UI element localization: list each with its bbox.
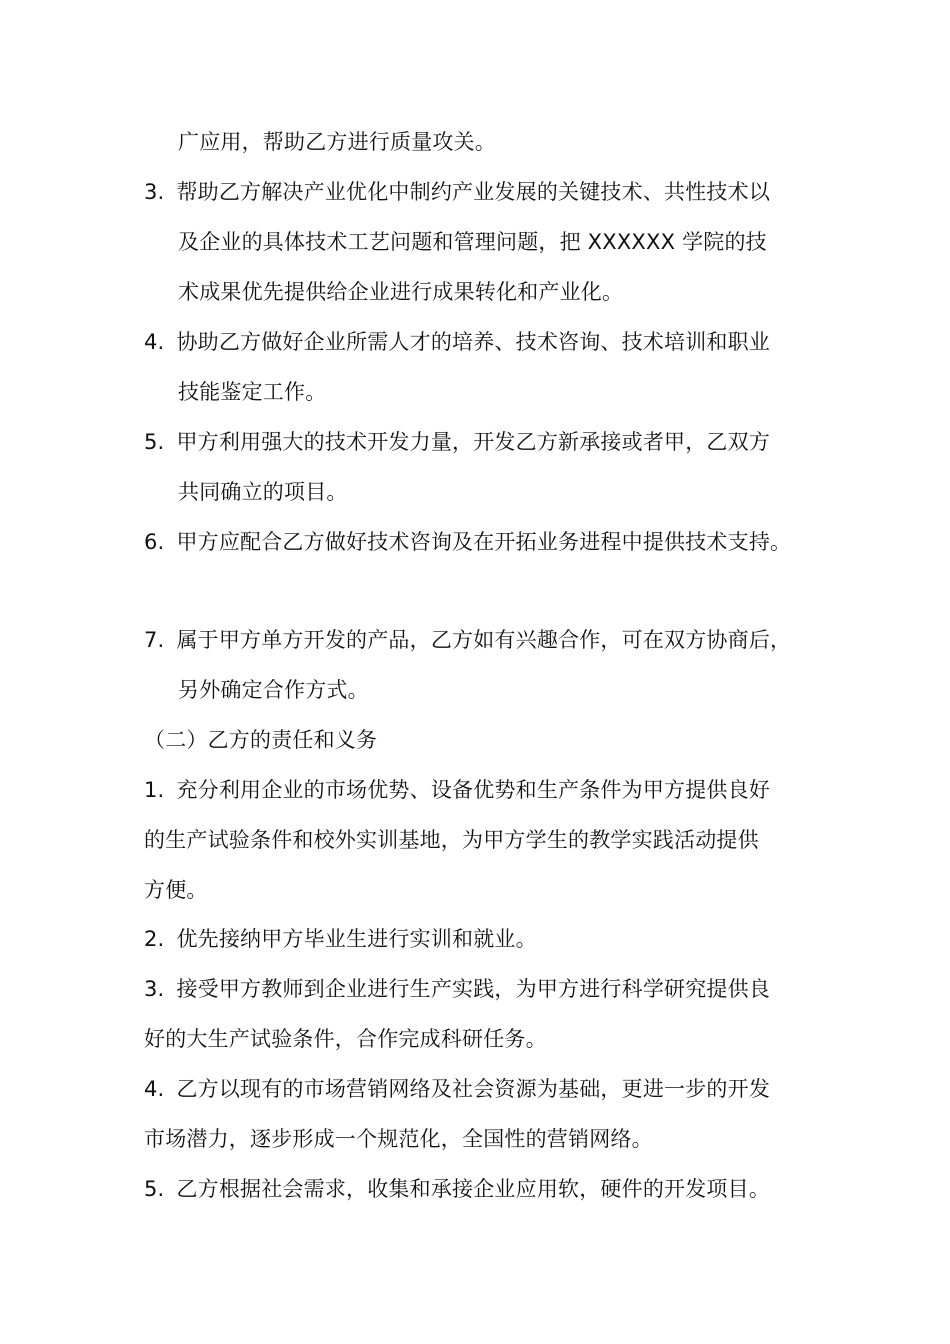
list-number: 5.	[144, 1177, 165, 1201]
list-item-b4-line2: 市场潜力，逐步形成一个规范化，全国性的营销网络。	[144, 1127, 653, 1151]
list-text: 充分利用企业的市场优势、设备优势和生产条件为甲方提供良好	[176, 778, 771, 802]
list-item-b1-line2: 的生产试验条件和校外实训基地，为甲方学生的教学实践活动提供	[144, 828, 759, 852]
list-text: 接受甲方教师到企业进行生产实践，为甲方进行科学研究提供良	[176, 977, 771, 1001]
list-item-a3-line3: 术成果优先提供给企业进行成果转化和产业化。	[178, 280, 624, 304]
list-item-a7-line1	[144, 625, 791, 655]
list-item-a3-line2: 及企业的具体技术工艺问题和管理问题，把 XXXXXX 学院的技	[178, 230, 767, 254]
list-text: 甲方应配合乙方做好技术咨询及在开拓业务进程中提供技术支持。	[176, 530, 792, 554]
list-item-b4-line1	[144, 1074, 770, 1104]
list-text: 帮助乙方解决产业优化中制约产业发展的关键技术、共性技术以	[176, 180, 771, 204]
section-heading-part-b: （二）乙方的责任和义务	[144, 728, 378, 752]
list-number: 5.	[144, 430, 165, 454]
list-item-b3-line2: 好的大生产试验条件，合作完成科研任务。	[144, 1027, 547, 1051]
list-item-a4-line1	[144, 327, 770, 357]
list-item-b2-line1	[144, 924, 537, 954]
list-item-b1-line3: 方便。	[144, 878, 208, 902]
list-item-b1-line1	[144, 775, 770, 805]
list-number: 3.	[144, 977, 165, 1001]
list-item-a7-line2: 另外确定合作方式。	[178, 678, 369, 702]
list-item-b5-line1	[144, 1174, 770, 1204]
list-number: 4.	[144, 1077, 165, 1101]
list-number: 2.	[144, 927, 165, 951]
list-item-a3-line1	[144, 177, 770, 207]
list-item-a6-line1	[144, 527, 791, 557]
list-text: 属于甲方单方开发的产品，乙方如有兴趣合作，可在双方协商后，	[176, 628, 792, 652]
list-item-a5-line1	[144, 427, 770, 457]
list-number: 3.	[144, 180, 165, 204]
list-text: 乙方根据社会需求，收集和承接企业应用软，硬件的开发项目。	[176, 1177, 771, 1201]
list-text: 优先接纳甲方毕业生进行实训和就业。	[176, 927, 537, 951]
list-text: 甲方利用强大的技术开发力量，开发乙方新承接或者甲，乙双方	[176, 430, 771, 454]
list-text: 乙方以现有的市场营销网络及社会资源为基础，更进一步的开发	[176, 1077, 771, 1101]
list-text: 协助乙方做好企业所需人才的培养、技术咨询、技术培训和职业	[176, 330, 771, 354]
list-item-b3-line1	[144, 974, 770, 1004]
list-number: 6.	[144, 530, 165, 554]
list-number: 4.	[144, 330, 165, 354]
list-item-a4-line2: 技能鉴定工作。	[178, 380, 327, 404]
list-item-a5-line2: 共同确立的项目。	[178, 480, 348, 504]
list-number: 1.	[144, 778, 165, 802]
list-number: 7.	[144, 628, 165, 652]
part-a-continuation: 广应用，帮助乙方进行质量攻关。	[178, 130, 496, 154]
